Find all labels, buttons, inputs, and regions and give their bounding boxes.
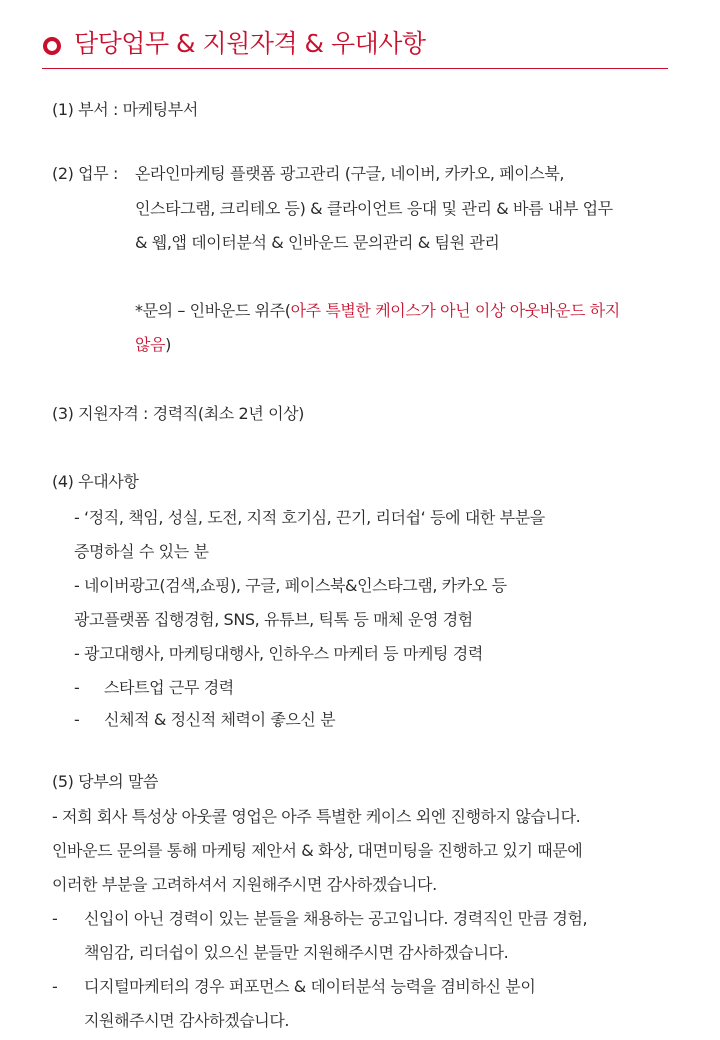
header-divider (42, 68, 668, 69)
words-line-3: 이러한 부분을 고려하셔서 지원해주시면 감사하겠습니다. (52, 875, 437, 894)
preference-title: (4) 우대사항 (52, 472, 139, 491)
duty-label: (2) 업무 : (52, 164, 118, 183)
words-bullet-2-line-1: 디지털마케터의 경우 퍼포먼스 & 데이터분석 능력을 겸비하신 분이 (84, 977, 536, 996)
preference-item-3: - 광고대행사, 마케팅대행사, 인하우스 마케터 등 마케팅 경력 (74, 644, 483, 663)
words-bullet-1-line-2: 책임감, 리더쉽이 있으신 분들만 지원해주시면 감사하겠습니다. (84, 943, 509, 962)
preference-item-2-line-2: 광고플랫폼 집행경험, SNS, 유튜브, 틱톡 등 매체 운영 경험 (74, 610, 473, 629)
preference-item-5-dash: - (74, 710, 80, 729)
department-line: (1) 부서 : 마케팅부서 (52, 100, 198, 119)
words-title: (5) 당부의 말씀 (52, 772, 159, 791)
duty-line-3: & 웹,앱 데이터분석 & 인바운드 문의관리 & 팀원 관리 (135, 233, 500, 252)
preference-item-4-dash: - (74, 678, 80, 697)
duty-line-2: 인스타그램, 크리테오 등) & 클라이언트 응대 및 관리 & 바름 내부 업무 (135, 199, 613, 218)
words-bullet-1-dash: - (52, 909, 58, 928)
duty-note-highlight: 아주 특별한 케이스가 아닌 이상 아웃바운드 하지 (290, 301, 620, 320)
page-title: 담당업무 & 지원자격 & 우대사항 (74, 29, 426, 58)
words-bullet-2-line-2: 지원해주시면 감사하겠습니다. (84, 1011, 290, 1030)
preference-item-1-line-1: - ‘정직, 책임, 성실, 도전, 지적 호기심, 끈기, 리더쉽‘ 등에 대한 부분을 (74, 508, 545, 527)
duty-note-line-2 (135, 333, 171, 357)
words-line-1: - 저희 회사 특성상 아웃콜 영업은 아주 특별한 케이스 외엔 진행하지 않습니다. (52, 807, 581, 826)
duty-note-suffix: ) (165, 335, 171, 354)
duty-line-1: 온라인마케팅 플랫폼 광고관리 (구글, 네이버, 카카오, 페이스북, (135, 164, 565, 183)
words-line-2: 인바운드 문의를 통해 마케팅 제안서 & 화상, 대면미팅을 진행하고 있기 때문에 (52, 841, 583, 860)
ring-bullet-icon (43, 37, 61, 55)
preference-item-5: 신체적 & 정신적 체력이 좋으신 분 (104, 710, 336, 729)
duty-note-highlight-2: 않음 (135, 335, 166, 354)
duty-note-prefix: *문의 – 인바운드 위주( (135, 301, 291, 320)
preference-item-1-line-2: 증명하실 수 있는 분 (74, 542, 209, 561)
preference-item-2-line-1: - 네이버광고(검색,쇼핑), 구글, 페이스북&인스타그램, 카카오 등 (74, 576, 507, 595)
duty-note-line-1 (135, 299, 620, 323)
preference-item-4: 스타트업 근무 경력 (104, 678, 234, 697)
words-bullet-2-dash: - (52, 977, 58, 996)
words-bullet-1-line-1: 신입이 아닌 경력이 있는 분들을 채용하는 공고입니다. 경력직인 만큼 경험, (84, 909, 588, 928)
qualification-line: (3) 지원자격 : 경력직(최소 2년 이상) (52, 404, 305, 423)
